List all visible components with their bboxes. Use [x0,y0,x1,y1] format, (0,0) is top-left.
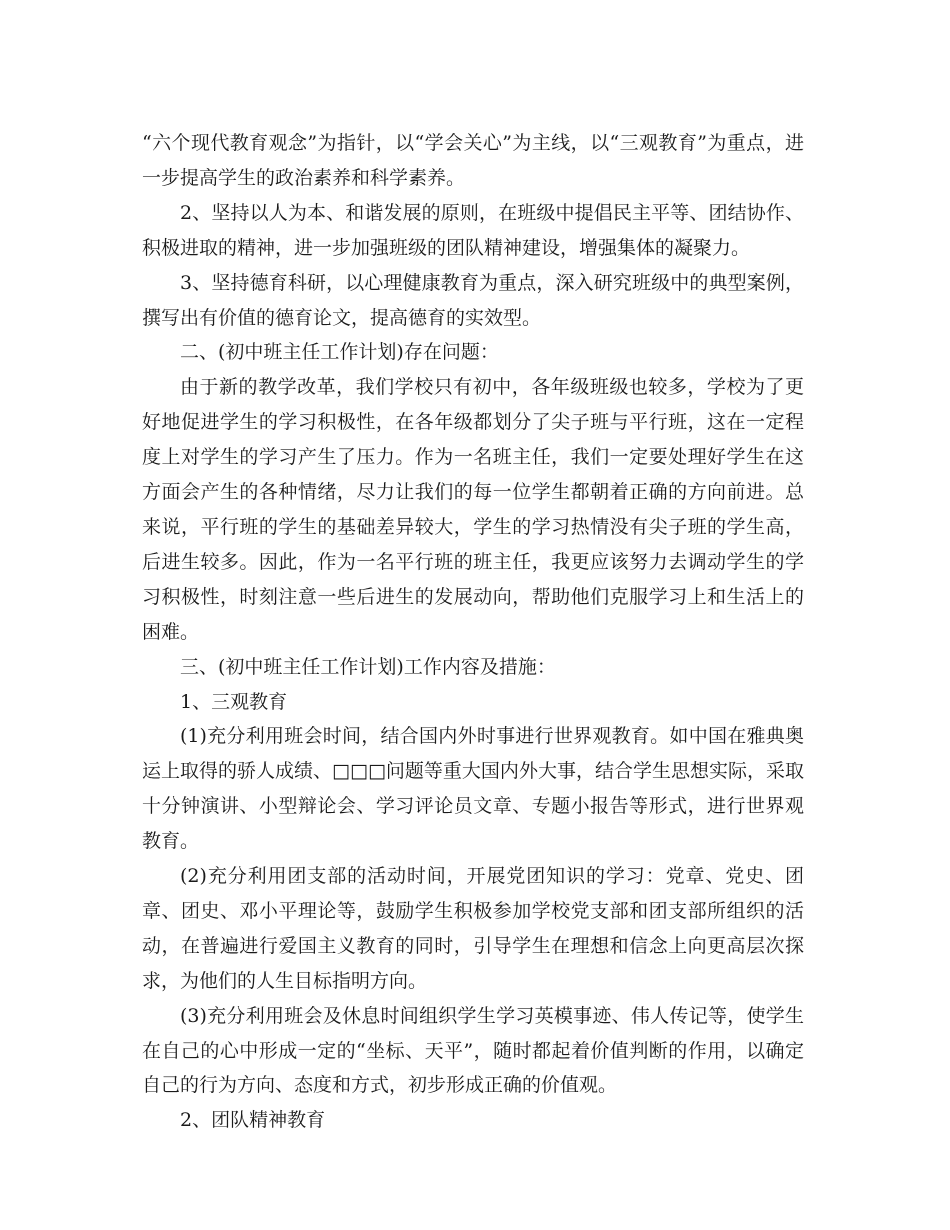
section-heading-measures: 三、(初中班主任工作计划)工作内容及措施： [180,655,556,678]
section-heading-problems: 二、(初中班主任工作计划)存在问题： [180,341,499,364]
paragraph-guiding-principles: “六个现代教育观念”为指针，以“学会关心”为主线，以“三观教育”为重点，进一步提高学生的政治素养和科学素养。 [142,132,804,189]
document-body [142,126,804,1138]
paragraph-measure-1: (1)充分利用班会时间，结合国内外时事进行世界观教育。如中国在雅典奥运上取得的骄人成绩、□□□问题等重大国内外大事，结合学生思想实际，采取十分钟演讲、小型辩论会、学习评论员文章、专题小报告等形式，进行世界观教育。 [142,725,804,853]
paragraph-measure-3: (3)充分利用班会及休息时间组织学生学习英模事迹、伟人传记等，使学生在自己的心中形成一定的“坐标、天平”，随时都起着价值判断的作用，以确定自己的行为方向、态度和方式，初步形成正确的价值观。 [142,1004,804,1097]
paragraph-problems-description: 由于新的教学改革，我们学校只有初中，各年级班级也较多，学校为了更好地促进学生的学习积极性，在各年级都划分了尖子班与平行班，这在一定程度上对学生的学习产生了压力。作为一名班主任，我们一定要处理好学生在这方面会产生的各种情绪，尽力让我们的每一位学生都朝着正确的方向前进。总来说，平行班的学生的基础差异较大，学生的学习热情没有尖子班的学生高，后进生较多。因此，作为一名平行班的班主任，我更应该努力去调动学生的学习积极性，时刻注意一些后进生的发展动向，帮助他们克服学习上和生活上的困难。 [142,376,804,643]
paragraph-item-2-people-oriented: 2、坚持以人为本、和谐发展的原则，在班级中提倡民主平等、团结协作、积极进取的精神，进一步加强班级的团队精神建设，增强集体的凝聚力。 [142,201,804,259]
subheading-team-spirit-education: 2、团队精神教育 [180,1109,326,1132]
subheading-three-views-education: 1、三观教育 [180,690,288,713]
paragraph-item-3-moral-research: 3、坚持德育科研，以心理健康教育为重点，深入研究班级中的典型案例，撰写出有价值的德育论文，提高德育的实效型。 [142,271,804,329]
paragraph-measure-2: (2)充分利用团支部的活动时间，开展党团知识的学习：党章、党史、团章、团史、邓小平理论等，鼓励学生积极参加学校党支部和团支部所组织的活动，在普遍进行爱国主义教育的同时，引导学生在理想和信念上向更高层次探求，为他们的人生目标指明方向。 [142,865,804,992]
